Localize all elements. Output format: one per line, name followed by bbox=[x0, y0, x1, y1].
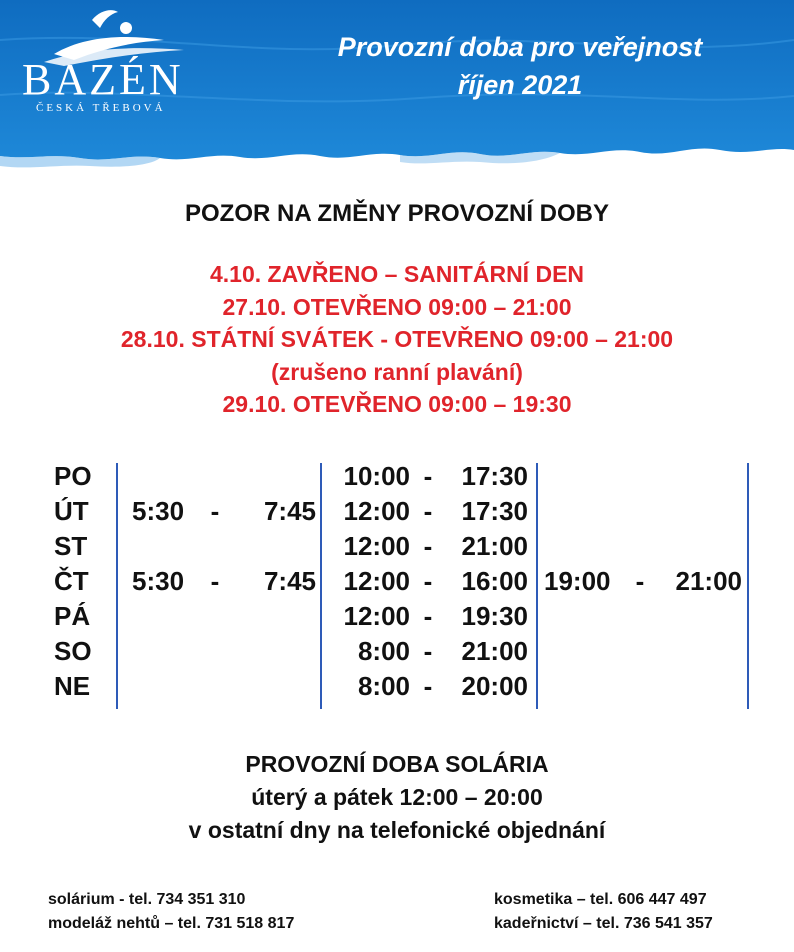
main-dash: - bbox=[423, 566, 433, 596]
notice-heading: POZOR NA ZMĚNY PROVOZNÍ DOBY bbox=[184, 200, 610, 227]
main-to: 21:00 bbox=[461, 636, 528, 666]
main-to: 17:30 bbox=[461, 496, 528, 526]
day-label: PÁ bbox=[54, 601, 91, 631]
logo-subtitle: ČESKÁ TŘEBOVÁ bbox=[36, 102, 166, 114]
main-from: 12:00 bbox=[343, 531, 410, 561]
day-label: SO bbox=[54, 636, 92, 666]
page-title bbox=[250, 28, 790, 104]
main-to: 20:00 bbox=[461, 671, 528, 701]
title-line-2: říjen 2021 bbox=[457, 70, 583, 100]
opening-hours-table bbox=[0, 459, 794, 711]
table-row bbox=[0, 564, 794, 599]
bazen-logo bbox=[14, 6, 214, 118]
day-label: ČT bbox=[54, 566, 89, 596]
day-label: ÚT bbox=[54, 496, 89, 526]
main-from: 10:00 bbox=[343, 461, 410, 491]
contacts-left bbox=[48, 888, 294, 936]
schedule-changes bbox=[0, 258, 794, 421]
morning-from: 5:30 bbox=[132, 566, 185, 596]
change-line: 28.10. STÁTNÍ SVÁTEK - OTEVŘENO 09:00 – 21:00 bbox=[120, 326, 674, 352]
morning-from: 5:30 bbox=[132, 496, 185, 526]
contact-nails: modeláž nehtů – tel. 731 518 817 bbox=[48, 915, 295, 932]
main-from: 12:00 bbox=[343, 601, 410, 631]
main-dash: - bbox=[423, 671, 433, 701]
contact-cosmetics: kosmetika – tel. 606 447 497 bbox=[494, 891, 707, 908]
contact-hairdresser: kadeřnictví – tel. 736 541 357 bbox=[494, 915, 713, 932]
day-label: ST bbox=[54, 531, 88, 561]
evening-from: 19:00 bbox=[544, 566, 611, 596]
solarium-hours: úterý a pátek 12:00 – 20:00 bbox=[251, 784, 543, 810]
main-dash: - bbox=[423, 636, 433, 666]
logo-wordmark: BAZÉN bbox=[22, 55, 184, 104]
main-dash: - bbox=[423, 461, 433, 491]
contact-solarium: solárium - tel. 734 351 310 bbox=[48, 891, 246, 908]
change-line: 4.10. ZAVŘENO – SANITÁRNÍ DEN bbox=[209, 261, 585, 287]
day-label: NE bbox=[54, 671, 91, 701]
contacts-right bbox=[494, 888, 713, 936]
main-from: 12:00 bbox=[343, 566, 410, 596]
change-line: 27.10. OTEVŘENO 09:00 – 21:00 bbox=[222, 293, 572, 320]
morning-dash: - bbox=[210, 566, 220, 596]
change-line: (zrušeno ranní plavání) bbox=[271, 358, 523, 385]
main-to: 19:30 bbox=[461, 601, 528, 631]
table-row bbox=[0, 634, 794, 669]
main-to: 17:30 bbox=[461, 461, 528, 491]
main-from: 12:00 bbox=[343, 496, 410, 526]
solarium-section bbox=[0, 748, 794, 847]
change-line: 29.10. OTEVŘENO 09:00 – 19:30 bbox=[222, 391, 572, 417]
main-from: 8:00 bbox=[357, 671, 410, 701]
morning-to: 7:45 bbox=[263, 566, 316, 596]
evening-dash: - bbox=[635, 566, 645, 596]
table-row bbox=[0, 459, 794, 494]
table-row bbox=[0, 669, 794, 704]
table-row bbox=[0, 599, 794, 634]
main-to: 21:00 bbox=[461, 531, 528, 561]
main-dash: - bbox=[423, 531, 433, 561]
morning-dash: - bbox=[210, 496, 220, 526]
solarium-heading: PROVOZNÍ DOBA SOLÁRIA bbox=[245, 751, 549, 777]
title-line-1: Provozní doba pro veřejnost bbox=[337, 32, 703, 62]
main-from: 8:00 bbox=[357, 636, 410, 666]
evening-to: 21:00 bbox=[675, 566, 742, 596]
morning-to: 7:45 bbox=[263, 496, 316, 526]
day-label: PO bbox=[54, 461, 92, 491]
table-row bbox=[0, 494, 794, 529]
main-to: 16:00 bbox=[461, 566, 528, 596]
table-row bbox=[0, 529, 794, 564]
main-dash: - bbox=[423, 601, 433, 631]
main-dash: - bbox=[423, 496, 433, 526]
solarium-note: v ostatní dny na telefonické objednání bbox=[188, 817, 606, 843]
